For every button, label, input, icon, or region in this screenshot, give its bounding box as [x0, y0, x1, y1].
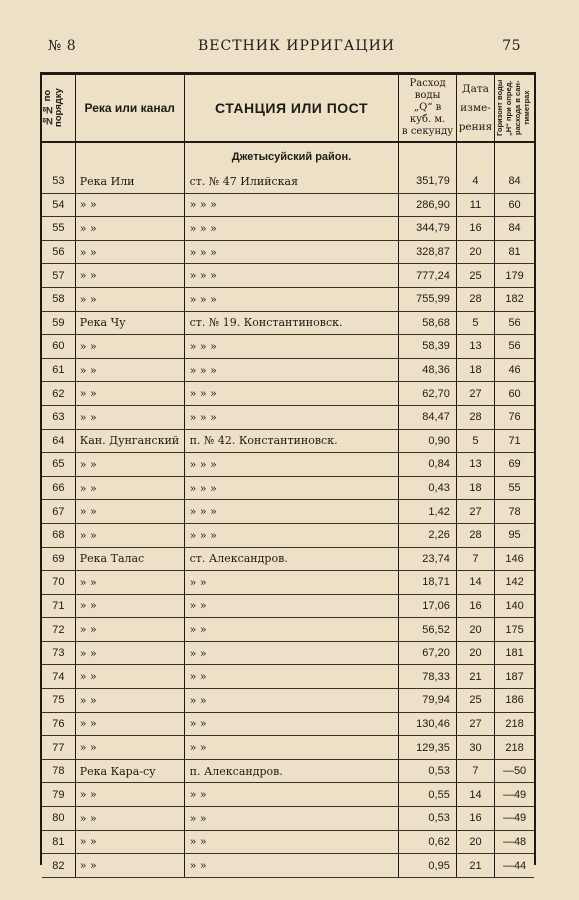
row-number: 56: [42, 240, 75, 264]
table-row: [42, 736, 534, 760]
table-row: [42, 358, 534, 382]
table-header: [42, 75, 534, 142]
station-name: ст. № 47 Илийская: [184, 170, 399, 193]
row-number: 62: [42, 382, 75, 406]
river-name: » »: [75, 405, 184, 429]
water-level: 46: [495, 358, 534, 382]
table-row: [42, 476, 534, 500]
measurement-date: 14: [456, 571, 494, 595]
row-number: 57: [42, 264, 75, 288]
water-level: —48: [495, 830, 534, 854]
river-name: Река Или: [75, 170, 184, 193]
measurement-date: 16: [456, 594, 494, 618]
station-name: ст. Александров.: [184, 547, 399, 571]
flow-value: 0,62: [399, 830, 456, 854]
flow-value: 351,79: [399, 170, 456, 193]
flow-value: 0,53: [399, 807, 456, 831]
water-level: 175: [495, 618, 534, 642]
table-row: [42, 547, 534, 571]
station-name: » »: [184, 854, 399, 878]
water-level: 55: [495, 476, 534, 500]
row-number: 71: [42, 594, 75, 618]
row-number: 53: [42, 170, 75, 193]
measurement-date: 18: [456, 476, 494, 500]
water-level: 182: [495, 287, 534, 311]
row-number: 76: [42, 712, 75, 736]
flow-value: 78,33: [399, 665, 456, 689]
flow-value: 0,43: [399, 476, 456, 500]
station-name: » »: [184, 571, 399, 595]
river-name: » »: [75, 641, 184, 665]
measurement-date: 7: [456, 547, 494, 571]
river-name: » »: [75, 807, 184, 831]
measurement-date: 18: [456, 358, 494, 382]
row-number: 63: [42, 405, 75, 429]
measurement-date: 7: [456, 759, 494, 783]
flow-value: 344,79: [399, 217, 456, 241]
row-number: 70: [42, 571, 75, 595]
water-level: 60: [495, 382, 534, 406]
water-level: 81: [495, 240, 534, 264]
river-name: » »: [75, 287, 184, 311]
measurement-date: 27: [456, 382, 494, 406]
river-name: » »: [75, 618, 184, 642]
river-name: » »: [75, 335, 184, 359]
flow-value: 67,20: [399, 641, 456, 665]
river-name: Кан. Дунганский: [75, 429, 184, 453]
table-row: [42, 429, 534, 453]
station-name: » »: [184, 594, 399, 618]
measurement-date: 25: [456, 264, 494, 288]
flow-value: 79,94: [399, 689, 456, 713]
measurement-date: 30: [456, 736, 494, 760]
station-name: п. Александров.: [184, 759, 399, 783]
row-number: 58: [42, 287, 75, 311]
table-row: [42, 240, 534, 264]
station-name: » » »: [184, 382, 399, 406]
measurement-date: 25: [456, 689, 494, 713]
station-name: » »: [184, 736, 399, 760]
water-level: 78: [495, 500, 534, 524]
row-number: 73: [42, 641, 75, 665]
station-name: ст. № 19. Константиновск.: [184, 311, 399, 335]
water-level: 187: [495, 665, 534, 689]
flow-value: 58,39: [399, 335, 456, 359]
station-name: » » »: [184, 335, 399, 359]
river-name: » »: [75, 523, 184, 547]
row-number: 72: [42, 618, 75, 642]
table-row: [42, 382, 534, 406]
col-number-header: №№ по порядку: [42, 75, 75, 142]
flow-value: 2,26: [399, 523, 456, 547]
row-number: 78: [42, 759, 75, 783]
measurement-date: 27: [456, 712, 494, 736]
river-name: » »: [75, 689, 184, 713]
water-level: 179: [495, 264, 534, 288]
flow-value: 755,99: [399, 287, 456, 311]
flow-value: 23,74: [399, 547, 456, 571]
col-flow-header: Расход воды „Q“ в куб. м. в секунду: [399, 75, 456, 142]
measurement-date: 16: [456, 217, 494, 241]
measurement-date: 21: [456, 665, 494, 689]
row-number: 69: [42, 547, 75, 571]
river-name: » »: [75, 571, 184, 595]
row-number: 67: [42, 500, 75, 524]
station-name: » »: [184, 807, 399, 831]
water-level: 181: [495, 641, 534, 665]
river-name: » »: [75, 712, 184, 736]
river-name: Река Кара-су: [75, 759, 184, 783]
table-row: [42, 807, 534, 831]
row-number: 65: [42, 453, 75, 477]
col-date-header: Дата изме- рения: [456, 75, 494, 142]
measurement-date: 27: [456, 500, 494, 524]
table-row: [42, 641, 534, 665]
measurement-date: 14: [456, 783, 494, 807]
river-name: » »: [75, 358, 184, 382]
table-row: [42, 264, 534, 288]
flow-value: 58,68: [399, 311, 456, 335]
row-number: 61: [42, 358, 75, 382]
water-level: 56: [495, 311, 534, 335]
station-name: п. № 42. Константиновск.: [184, 429, 399, 453]
river-name: » »: [75, 382, 184, 406]
flow-value: 17,06: [399, 594, 456, 618]
station-name: » » »: [184, 217, 399, 241]
flow-value: 84,47: [399, 405, 456, 429]
row-number: 59: [42, 311, 75, 335]
table-row: [42, 217, 534, 241]
measurement-date: 28: [456, 405, 494, 429]
row-number: 60: [42, 335, 75, 359]
river-name: » »: [75, 476, 184, 500]
river-name: » »: [75, 264, 184, 288]
water-level: 84: [495, 170, 534, 193]
station-name: » » »: [184, 405, 399, 429]
river-name: » »: [75, 240, 184, 264]
flow-value: 48,36: [399, 358, 456, 382]
table-row: [42, 712, 534, 736]
measurement-date: 13: [456, 453, 494, 477]
table-row: [42, 335, 534, 359]
measurement-date: 20: [456, 618, 494, 642]
row-number: 80: [42, 807, 75, 831]
table-row: [42, 854, 534, 878]
flow-value: 56,52: [399, 618, 456, 642]
measurement-date: 20: [456, 240, 494, 264]
measurement-date: 13: [456, 335, 494, 359]
flow-value: 1,42: [399, 500, 456, 524]
station-name: » » »: [184, 358, 399, 382]
river-name: » »: [75, 854, 184, 878]
measurement-date: 5: [456, 311, 494, 335]
measurement-date: 11: [456, 193, 494, 217]
row-number: 68: [42, 523, 75, 547]
table-row: [42, 830, 534, 854]
table-row: [42, 405, 534, 429]
flow-value: 130,46: [399, 712, 456, 736]
measurement-date: 4: [456, 170, 494, 193]
station-name: » » »: [184, 264, 399, 288]
water-level: —49: [495, 783, 534, 807]
issue-number: № 8: [48, 38, 77, 54]
water-level: —49: [495, 807, 534, 831]
measurement-date: 28: [456, 287, 494, 311]
district-title: Джетысуйский район.: [184, 142, 399, 170]
water-level: 76: [495, 405, 534, 429]
water-level: 186: [495, 689, 534, 713]
station-name: » » »: [184, 523, 399, 547]
flow-value: 286,90: [399, 193, 456, 217]
station-name: » »: [184, 689, 399, 713]
station-name: » »: [184, 641, 399, 665]
station-name: » » »: [184, 193, 399, 217]
flow-value: 129,35: [399, 736, 456, 760]
row-number: 54: [42, 193, 75, 217]
station-name: » »: [184, 830, 399, 854]
row-number: 75: [42, 689, 75, 713]
table-row: [42, 689, 534, 713]
flow-value: 0,84: [399, 453, 456, 477]
flow-value: 62,70: [399, 382, 456, 406]
table-row: [42, 500, 534, 524]
station-name: » » »: [184, 476, 399, 500]
discharge-table: [40, 72, 536, 873]
table-row: [42, 193, 534, 217]
river-name: » »: [75, 594, 184, 618]
measurement-date: 20: [456, 830, 494, 854]
water-level: 146: [495, 547, 534, 571]
water-level: 56: [495, 335, 534, 359]
river-name: » »: [75, 665, 184, 689]
flow-value: 0,53: [399, 759, 456, 783]
row-number: 55: [42, 217, 75, 241]
row-number: 74: [42, 665, 75, 689]
district-row: [42, 142, 534, 170]
table-row: [42, 287, 534, 311]
station-name: » » »: [184, 453, 399, 477]
table-row: [42, 170, 534, 193]
river-name: Река Талас: [75, 547, 184, 571]
flow-value: 328,87: [399, 240, 456, 264]
row-number: 79: [42, 783, 75, 807]
table-row: [42, 453, 534, 477]
flow-value: 0,55: [399, 783, 456, 807]
row-number: 81: [42, 830, 75, 854]
row-number: 66: [42, 476, 75, 500]
river-name: » »: [75, 193, 184, 217]
page-number: 75: [502, 38, 521, 54]
river-name: » »: [75, 736, 184, 760]
station-name: » » »: [184, 287, 399, 311]
table-row: [42, 665, 534, 689]
table-row: [42, 523, 534, 547]
table-row: [42, 783, 534, 807]
water-level: 142: [495, 571, 534, 595]
water-level: —44: [495, 854, 534, 878]
station-name: » »: [184, 665, 399, 689]
river-name: Река Чу: [75, 311, 184, 335]
water-level: 69: [495, 453, 534, 477]
water-level: 218: [495, 712, 534, 736]
river-name: » »: [75, 453, 184, 477]
measurement-date: 5: [456, 429, 494, 453]
water-level: 140: [495, 594, 534, 618]
river-name: » »: [75, 217, 184, 241]
flow-value: 777,24: [399, 264, 456, 288]
river-name: » »: [75, 830, 184, 854]
station-name: » » »: [184, 500, 399, 524]
river-name: » »: [75, 500, 184, 524]
table-row: [42, 311, 534, 335]
table-row: [42, 594, 534, 618]
journal-title: ВЕСТНИК ИРРИГАЦИИ: [198, 38, 396, 54]
row-number: 77: [42, 736, 75, 760]
table-row: [42, 571, 534, 595]
row-number: 64: [42, 429, 75, 453]
water-level: 218: [495, 736, 534, 760]
table-row: [42, 618, 534, 642]
col-level-header: Горизонт воды „H“ при опред. расхода в сан-тиметрах: [495, 75, 534, 142]
flow-value: 0,90: [399, 429, 456, 453]
station-name: » »: [184, 783, 399, 807]
measurement-date: 28: [456, 523, 494, 547]
station-name: » »: [184, 618, 399, 642]
water-level: 71: [495, 429, 534, 453]
col-river-header: Река или канал: [75, 75, 184, 142]
station-name: » » »: [184, 240, 399, 264]
flow-value: 0,95: [399, 854, 456, 878]
col-station-header: СТАНЦИЯ ИЛИ ПОСТ: [184, 75, 399, 142]
measurement-date: 20: [456, 641, 494, 665]
station-name: » »: [184, 712, 399, 736]
flow-value: 18,71: [399, 571, 456, 595]
row-number: 82: [42, 854, 75, 878]
running-head: [48, 38, 521, 58]
water-level: 84: [495, 217, 534, 241]
water-level: 60: [495, 193, 534, 217]
water-level: 95: [495, 523, 534, 547]
measurement-date: 21: [456, 854, 494, 878]
measurement-date: 16: [456, 807, 494, 831]
water-level: —50: [495, 759, 534, 783]
river-name: » »: [75, 783, 184, 807]
table-row: [42, 759, 534, 783]
